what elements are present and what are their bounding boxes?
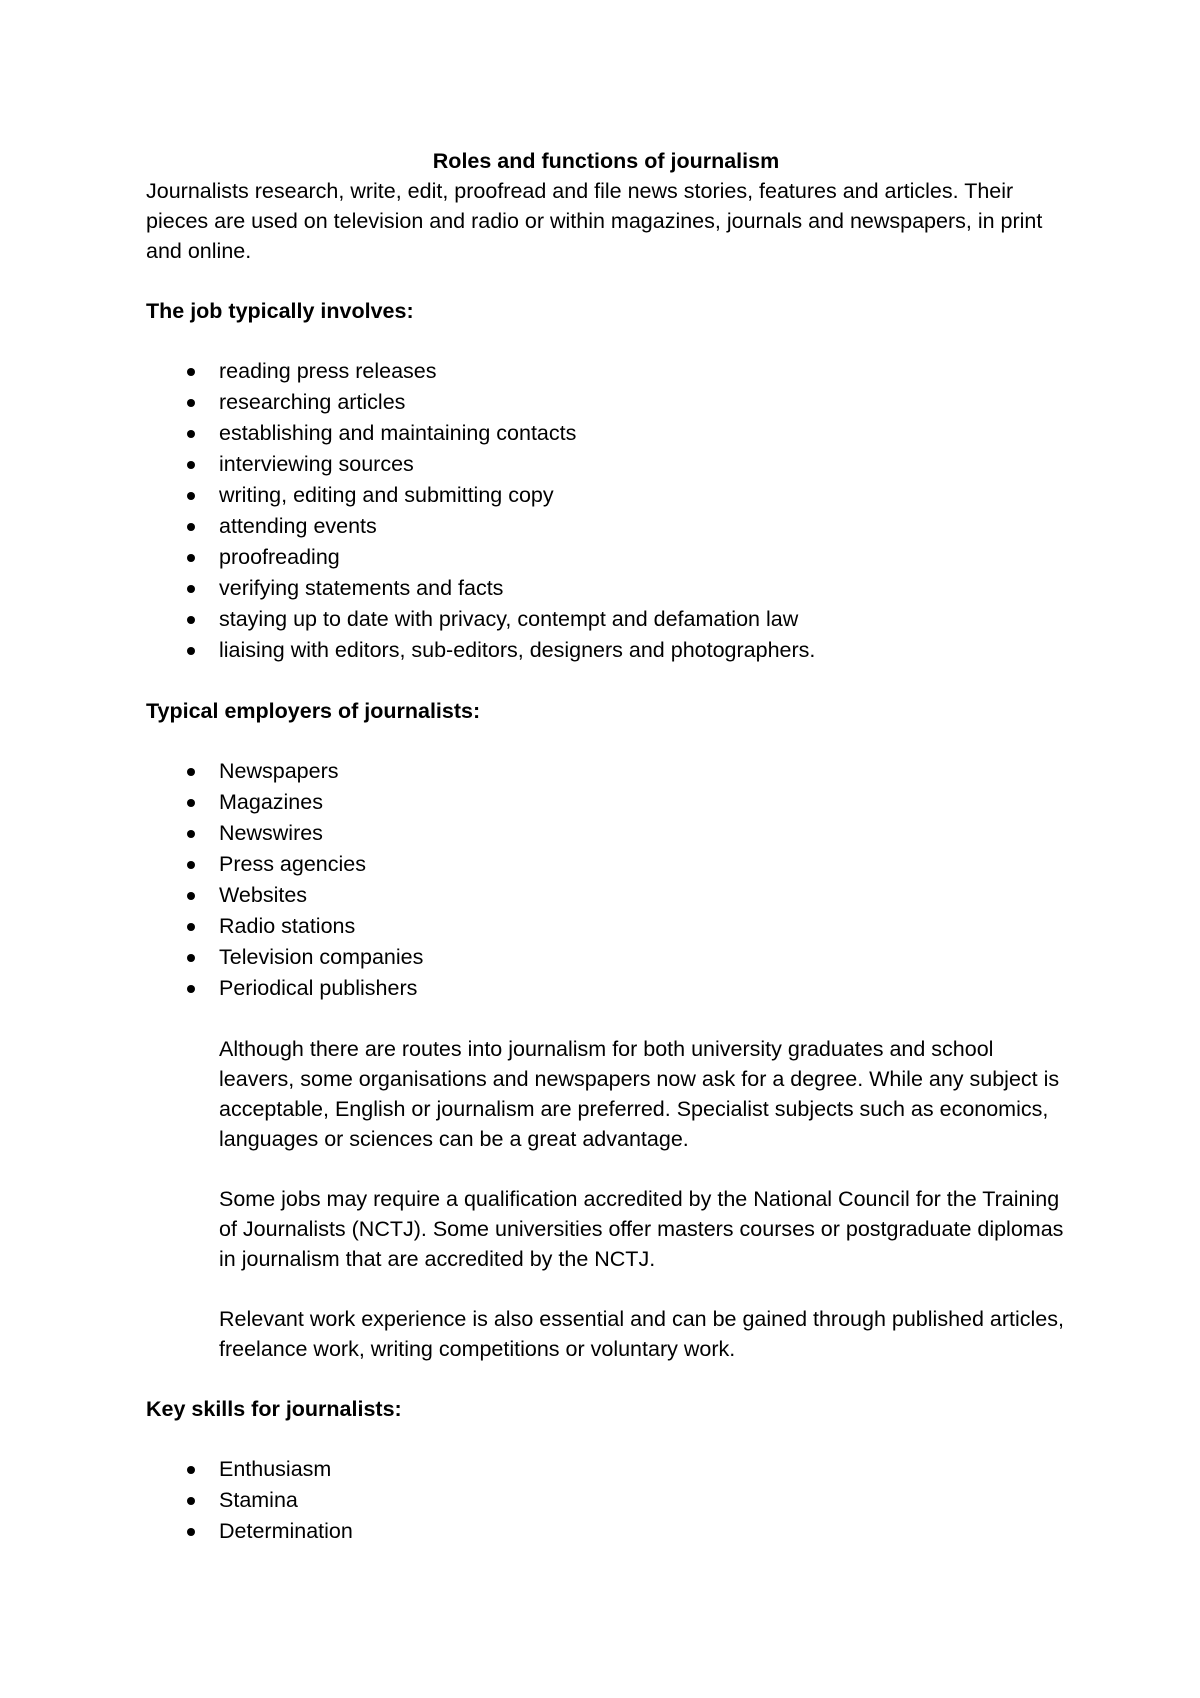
intro-paragraph: Journalists research, write, edit, proofread and file news stories, features and articles. Their pieces are used on television and radio or within magazines, journals and newspapers, in print and online. [146, 179, 1043, 263]
degree-paragraph: Although there are routes into journalism for both university graduates and school leavers, some organisations and newspapers now ask for a degree. While any subject is acceptable, English or journalism are preferred. Specialist subjects such as economics, languages or sciences can be a great advantage. [219, 1037, 1060, 1151]
bullet-icon [187, 647, 195, 655]
list-item: Magazines [146, 787, 1066, 818]
bullet-icon [187, 399, 195, 407]
qualifications-section [219, 1034, 1066, 1364]
bullet-icon [187, 830, 195, 838]
list-item: Enthusiasm [146, 1454, 1066, 1485]
list-item: Television companies [146, 942, 1066, 973]
employers-heading: Typical employers of journalists: [146, 699, 481, 723]
bullet-icon [187, 892, 195, 900]
bullet-icon [187, 985, 195, 993]
experience-paragraph: Relevant work experience is also essential and can be gained through published articles, freelance work, writing competitions or voluntary work. [219, 1307, 1064, 1361]
duties-heading: The job typically involves: [146, 299, 414, 323]
skills-heading: Key skills for journalists: [146, 1397, 402, 1421]
nctj-paragraph: Some jobs may require a qualification accredited by the National Council for the Training of Journalists (NCTJ). Some universities offer masters courses or postgraduate diplomas in journalism that are accredited by the NCTJ. [219, 1187, 1064, 1271]
list-item: reading press releases [146, 356, 1066, 387]
bullet-icon [187, 861, 195, 869]
bullet-icon [187, 1528, 195, 1536]
bullet-icon [187, 768, 195, 776]
bullet-icon [187, 554, 195, 562]
list-item: proofreading [146, 542, 1066, 573]
list-item: interviewing sources [146, 449, 1066, 480]
list-item: Determination [146, 1516, 1066, 1547]
list-item: Stamina [146, 1485, 1066, 1516]
bullet-icon [187, 616, 195, 624]
bullet-icon [187, 430, 195, 438]
bullet-icon [187, 523, 195, 531]
employers-list [146, 756, 1066, 1004]
bullet-icon [187, 368, 195, 376]
skills-list [146, 1454, 1066, 1547]
bullet-icon [187, 492, 195, 500]
list-item: writing, editing and submitting copy [146, 480, 1066, 511]
list-item: Newswires [146, 818, 1066, 849]
duties-list [146, 356, 1066, 666]
list-item: attending events [146, 511, 1066, 542]
list-item: Websites [146, 880, 1066, 911]
list-item: Periodical publishers [146, 973, 1066, 1004]
bullet-icon [187, 1466, 195, 1474]
list-item: Newspapers [146, 756, 1066, 787]
bullet-icon [187, 1497, 195, 1505]
list-item: researching articles [146, 387, 1066, 418]
document-body [146, 146, 1066, 1547]
list-item: liaising with editors, sub-editors, designers and photographers. [146, 635, 1066, 666]
list-item: Radio stations [146, 911, 1066, 942]
list-item: verifying statements and facts [146, 573, 1066, 604]
bullet-icon [187, 585, 195, 593]
bullet-icon [187, 954, 195, 962]
list-item: staying up to date with privacy, contempt and defamation law [146, 604, 1066, 635]
list-item: Press agencies [146, 849, 1066, 880]
bullet-icon [187, 799, 195, 807]
document-title: Roles and functions of journalism [432, 149, 780, 173]
bullet-icon [187, 461, 195, 469]
list-item: establishing and maintaining contacts [146, 418, 1066, 449]
bullet-icon [187, 923, 195, 931]
